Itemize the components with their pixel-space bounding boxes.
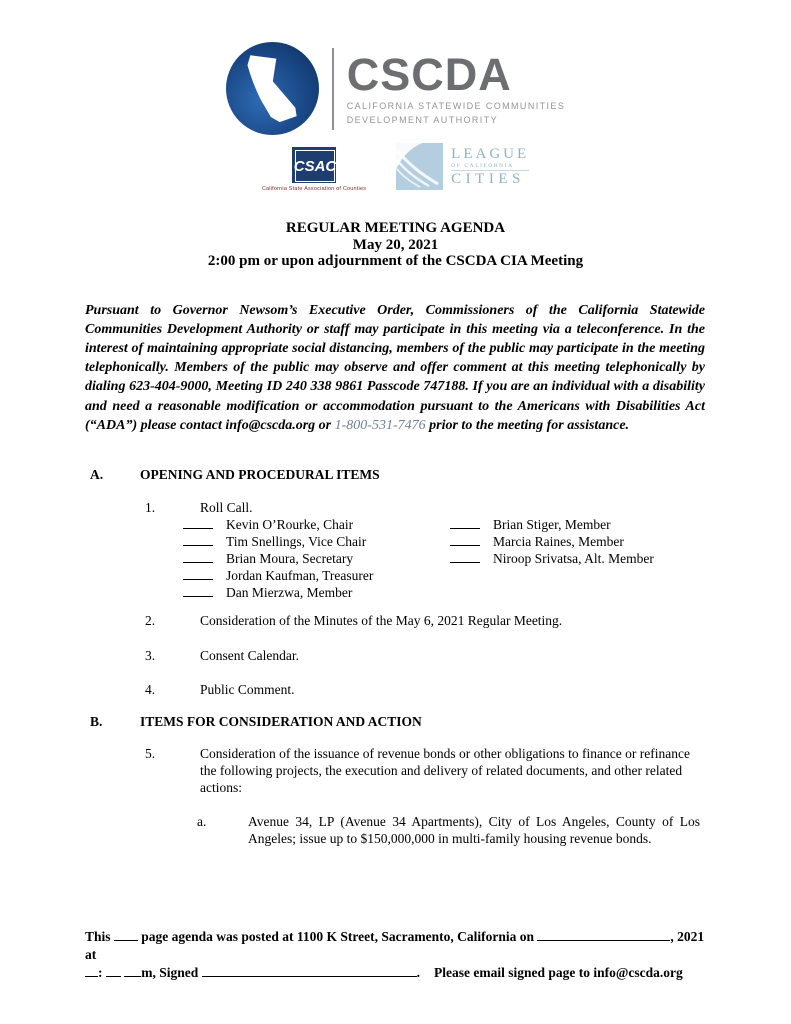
roll-call-row [450, 533, 654, 550]
rollcall-blank [183, 568, 213, 580]
footer-seg3: , 2021 at [85, 929, 705, 962]
page-count-blank [114, 928, 138, 941]
item-4 [0, 681, 791, 698]
footer-colon: : [98, 965, 103, 980]
item-2 [0, 612, 791, 629]
rollcall-blank [450, 517, 480, 529]
signature-blank [202, 964, 417, 977]
league-logo [396, 143, 529, 190]
item-5a [0, 813, 791, 847]
roll-call-row [183, 550, 450, 567]
roll-call-row [183, 516, 450, 533]
roll-call-right-column [450, 516, 654, 601]
rollcall-blank [183, 551, 213, 563]
footer-seg4: m, Signed [141, 965, 199, 980]
item-5a-text: Avenue 34, LP (Avenue 34 Apartments), City of Los Angeles, County of Los Angeles; issue up to $150,000,000 in multi-family housing revenue bonds. [248, 813, 700, 846]
cscda-logo-text [346, 48, 566, 126]
logo-divider [332, 48, 334, 130]
league-line3: CITIES [451, 170, 529, 187]
hour-blank [85, 964, 98, 977]
roll-call-list [183, 516, 791, 601]
csac-box [292, 147, 336, 183]
roll-call-row [183, 567, 450, 584]
date-blank [537, 928, 670, 941]
item-1-text: Roll Call. [200, 499, 253, 515]
roll-call-row [183, 584, 450, 601]
league-line2: OF CALIFORNIA [451, 162, 514, 169]
agenda-body [0, 466, 791, 847]
roll-call-row [450, 516, 654, 533]
item-3-text: Consent Calendar. [200, 647, 299, 663]
section-a [0, 466, 791, 483]
notice-after-phone: prior to the meeting for assistance. [425, 417, 630, 433]
item-4-number: 4. [145, 681, 156, 697]
league-swoosh-icon [396, 143, 443, 190]
item-1-number: 1. [145, 499, 156, 515]
member-name: Tim Snellings, Vice Chair [226, 533, 367, 549]
footer-seg2: page agenda was posted at 1100 K Street, Sacramento, California on [141, 929, 535, 944]
csac-logo [262, 147, 366, 192]
item-5 [0, 745, 791, 796]
meeting-title: REGULAR MEETING AGENDA [285, 220, 506, 236]
footer-seg1: This [85, 929, 111, 944]
posting-footer [85, 928, 707, 982]
cscda-subtitle-1: CALIFORNIA STATEWIDE COMMUNITIES [346, 100, 566, 111]
member-name: Brian Stiger, Member [493, 516, 611, 532]
item-3-number: 3. [145, 647, 156, 663]
csac-caption: California State Association of Counties [261, 186, 367, 192]
partner-logos [262, 143, 529, 192]
meeting-date: May 20, 2021 [352, 236, 439, 253]
section-a-title: OPENING AND PROCEDURAL ITEMS [140, 466, 380, 482]
member-name: Kevin O’Rourke, Chair [226, 516, 354, 532]
section-b-title: ITEMS FOR CONSIDERATION AND ACTION [140, 713, 422, 729]
cscda-subtitle-2: DEVELOPMENT AUTHORITY [346, 114, 499, 125]
california-icon [243, 52, 301, 126]
section-b-letter: B. [90, 713, 103, 729]
roll-call-row [183, 533, 450, 550]
item-5-text: Consideration of the issuance of revenue bonds or other obligations to finance or refinance the following projects, the execution and delivery of related documents, and other related actions: [200, 745, 690, 795]
rollcall-blank [450, 551, 480, 563]
item-1 [0, 499, 791, 516]
meeting-time: 2:00 pm or upon adjournment of the CSCDA CIA Meeting [207, 253, 584, 269]
item-2-number: 2. [145, 612, 156, 628]
item-2-text: Consideration of the Minutes of the May 6, 2021 Regular Meeting. [200, 612, 563, 628]
rollcall-blank [183, 517, 213, 529]
minute-blank [106, 964, 121, 977]
item-4-text: Public Comment. [200, 681, 295, 697]
member-name: Jordan Kaufman, Treasurer [226, 567, 374, 583]
item-5-number: 5. [145, 745, 156, 761]
csac-acronym: CSAC [293, 157, 337, 175]
rollcall-blank [183, 534, 213, 546]
california-globe-icon [226, 42, 319, 135]
member-name: Brian Moura, Secretary [226, 550, 354, 566]
roll-call-left-column [183, 516, 450, 601]
member-name: Marcia Raines, Member [493, 533, 624, 549]
league-line1: LEAGUE [451, 145, 530, 162]
phone-link[interactable]: 1-800-531-7476 [334, 417, 426, 433]
rollcall-blank [450, 534, 480, 546]
league-logo-text [451, 147, 529, 187]
member-name: Niroop Srivatsa, Alt. Member [493, 550, 654, 566]
item-3 [0, 647, 791, 664]
teleconference-notice [85, 301, 705, 435]
ampm-blank [124, 964, 141, 977]
footer-email-note: Please email signed page to info@cscda.org [434, 965, 683, 980]
roll-call-row [450, 550, 654, 567]
rollcall-blank [183, 585, 213, 597]
item-5a-letter: a. [197, 813, 207, 829]
member-name: Dan Mierzwa, Member [226, 584, 353, 600]
title-block [0, 220, 791, 270]
cscda-acronym: CSCDA [346, 48, 512, 100]
cscda-logo [226, 42, 565, 135]
footer-period: . [416, 965, 421, 980]
notice-body: Pursuant to Governor Newsom’s Executive Order, Commissioners of the California Statewide Communities Development Authority or staff may participate in this meeting via a teleconference. In the interest of maintaining appropriate social distancing, members of the public may participate in the meeting telephonically. Members of the public may observe and offer comment at this meeting telephonically by dialing 623-404-9000, Meeting ID 240 338 9861 Passcode 747188. If you are an individual with a disability and need a reasonable modification or accommodation pursuant to the Americans with Disabilities Act (“ADA”) please contact info@cscda.org or [85, 302, 705, 433]
section-b [0, 713, 791, 730]
section-a-letter: A. [90, 466, 104, 482]
